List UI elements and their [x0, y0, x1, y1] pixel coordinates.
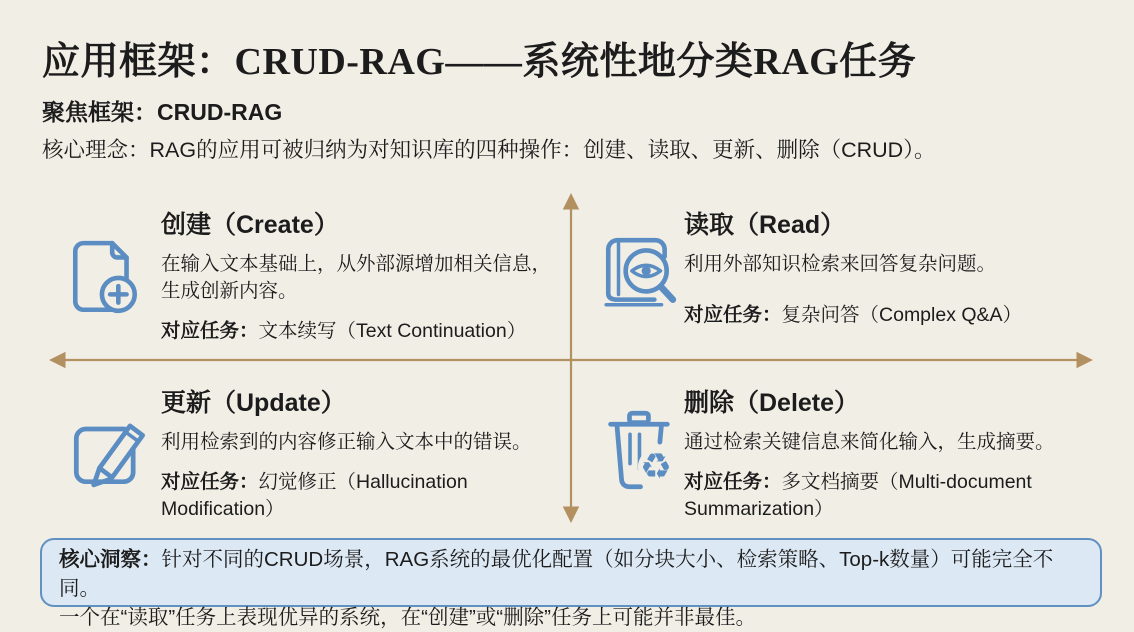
- focus-framework-label: 聚焦框架：CRUD-RAG: [42, 99, 283, 125]
- pencil-edit-icon: [70, 408, 150, 493]
- quadrant-read-task: [684, 302, 1124, 329]
- quadrant-update-desc: 利用检索到的内容修正输入文本中的错误。: [161, 431, 532, 453]
- task-label: 对应任务：: [161, 471, 259, 493]
- quadrant-read-title: 读取（Read）: [684, 211, 846, 239]
- core-concept-line: 核心理念：RAG的应用可被归纳为对知识库的四种操作：创建、读取、更新、删除（CRUD）。: [42, 138, 936, 162]
- insight-line-2: 一个在“读取”任务上表现优异的系统，在“创建”或“删除”任务上可能并非最佳。: [59, 606, 756, 629]
- svg-text:♻: ♻: [639, 446, 672, 488]
- quadrant-create-title: 创建（Create）: [161, 211, 339, 239]
- quadrant-read: [684, 210, 1124, 329]
- quadrant-create-desc: 在输入文本基础上，从外部源增加相关信息，生成创新内容。: [161, 253, 552, 302]
- quadrant-delete-task: [684, 469, 1086, 523]
- quadrant-update: [161, 388, 549, 523]
- task-label: 对应任务：: [684, 471, 782, 493]
- quadrant-update-title: 更新（Update）: [161, 389, 346, 417]
- book-magnifier-icon: [598, 236, 680, 317]
- page-title: 应用框架：CRUD-RAG——系统性地分类RAG任务: [42, 41, 917, 83]
- quadrant-update-task: [161, 469, 549, 523]
- task-label: 对应任务：: [684, 304, 782, 326]
- quadrant-delete-title: 删除（Delete）: [684, 389, 860, 417]
- task-value: 多文档摘要（Multi-document Summarization）: [684, 471, 1032, 520]
- insight-box: [40, 538, 1102, 629]
- quadrant-create: [161, 210, 565, 345]
- task-value: 文本续写（Text Continuation）: [258, 320, 527, 342]
- task-value: 复杂问答（Complex Q&A）: [781, 304, 1023, 326]
- quadrant-create-task: [161, 318, 565, 345]
- task-value: 幻觉修正（Hallucination Modification）: [161, 471, 468, 520]
- quadrant-delete: [684, 388, 1086, 523]
- trash-recycle-icon: [600, 409, 680, 496]
- quadrant-read-desc: 利用外部知识检索来回答复杂问题。: [684, 253, 997, 275]
- insight-label: 核心洞察：: [59, 548, 162, 571]
- quadrant-delete-desc: 通过检索关键信息来简化输入，生成摘要。: [684, 431, 1055, 453]
- document-plus-icon: [66, 238, 144, 325]
- insight-line-1: 针对不同的CRUD场景，RAG系统的最优化配置（如分块大小、检索策略、Top-k数量）可能完全不同。: [59, 548, 1054, 600]
- task-label: 对应任务：: [161, 320, 259, 342]
